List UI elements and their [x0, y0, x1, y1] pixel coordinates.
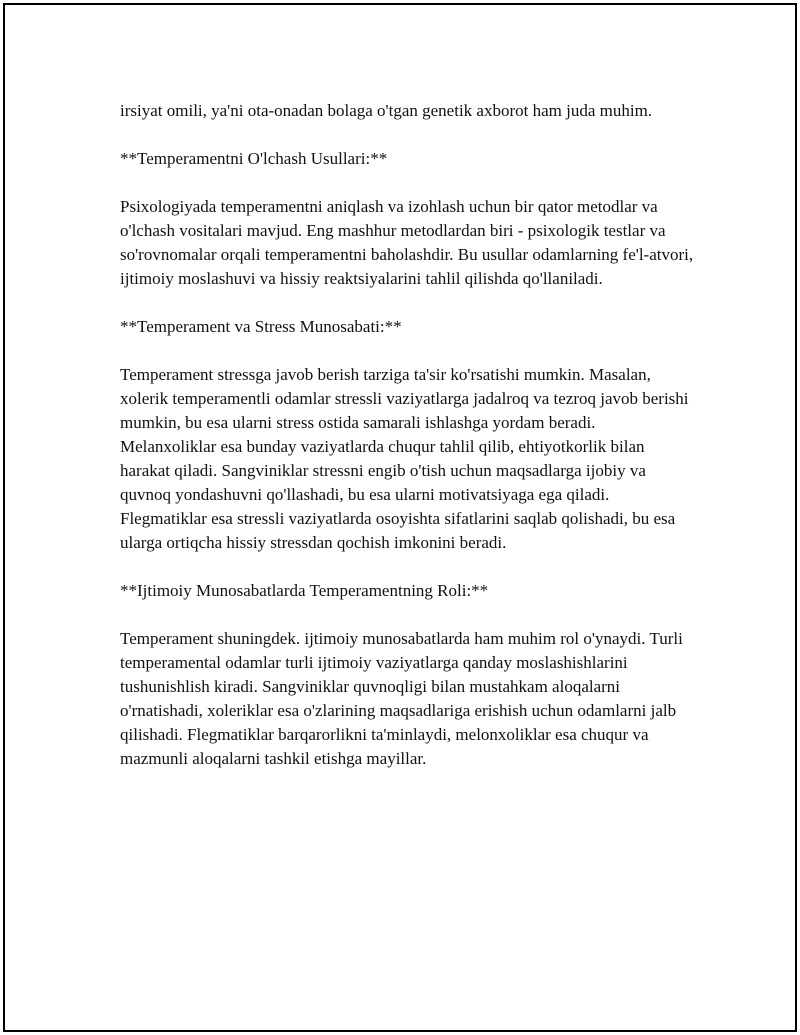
- paragraph-social: Temperament shuningdek. ijtimoiy munosabatlarda ham muhim rol o'ynaydi. Turli temperamental odamlar turli ijtimoiy vaziyatlarga qanday moslashishlarini tushunishlish kiradi. Sangviniklar quvnoqligi bilan mustahkam aloqalarni o'rnatishadi, xoleriklar esa o'zlarining maqsadlariga erishish uchun odamlarni jalb qilishadi. Flegmatiklar barqarorlikni ta'minlaydi, melonxoliklar esa chuqur va mazmunli aloqalarni tashkil etishga mayillar.: [120, 629, 683, 768]
- page-frame: [3, 3, 797, 1032]
- section-heading-social: **Ijtimoiy Munosabatlarda Temperamentning Roli:**: [120, 581, 489, 600]
- paragraph-stress: Temperament stressga javob berish tarziga ta'sir ko'rsatishi mumkin. Masalan, xolerik temperamentli odamlar stressli vaziyatlarga jadalroq va tezroq javob berishi mumkin, bu esa ularni stress ostida samarali ishlashga yordam beradi. Melanxoliklar esa bunday vaziyatlarda chuqur tahlil qilib, ehtiyotkorlik bilan harakat qiladi. Sangviniklar stressni engib o'tish uchun maqsadlarga ijobiy va quvnoq yondashuvni qo'llashadi, bu esa ularni motivatsiyaga ega qiladi. Flegmatiklar esa stressli vaziyatlarda osoyishta sifatlarini saqlab qolishadi, bu esa ularga ortiqcha hissiy stressdan qochish imkonini beradi.: [120, 365, 689, 552]
- section-heading-measurement: **Temperamentni O'lchash Usullari:**: [120, 149, 388, 168]
- paragraph-heredity: irsiyat omili, ya'ni ota-onadan bolaga o'tgan genetik axborot ham juda muhim.: [120, 101, 653, 120]
- document-body: [120, 99, 695, 795]
- paragraph-measurement: Psixologiyada temperamentni aniqlash va izohlash uchun bir qator metodlar va o'lchash vositalari mavjud. Eng mashhur metodlardan biri - psixologik testlar va so'rovnomalar orqali temperamentni baholashdir. Bu usullar odamlarning fe'l-atvori, ijtimoiy moslashuvi va hissiy reaktsiyalarini tahlil qilishda qo'llaniladi.: [120, 197, 694, 288]
- section-heading-stress: **Temperament va Stress Munosabati:**: [120, 317, 402, 336]
